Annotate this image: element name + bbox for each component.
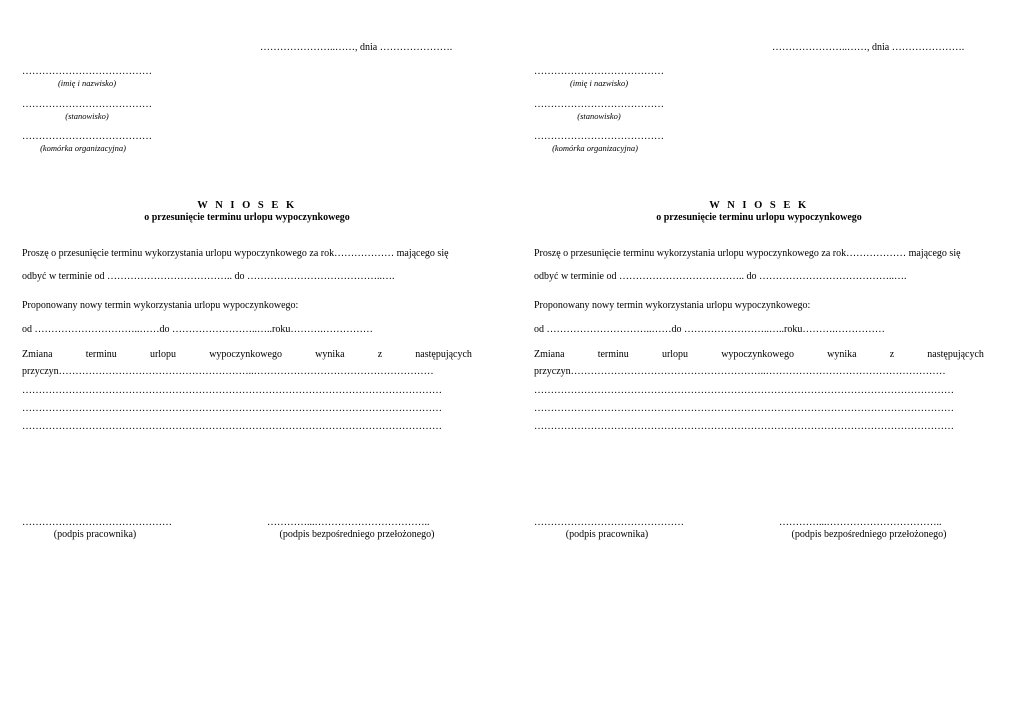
body-line-year: Proszę o przesunięcie terminu wykorzystania urlopu wypoczynkowego za rok……………… mającego się (534, 248, 961, 259)
supervisor-signature-dots: …………...…………………………….. (267, 517, 430, 528)
reason-word: wypoczynkowego (721, 349, 794, 360)
name-field-dots: ………………………………… (534, 66, 664, 77)
position-field-dots: ………………………………… (22, 99, 152, 110)
unit-field-caption: (komórka organizacyjna) (552, 143, 638, 153)
date-line: …………………..……, dnia …………………. (260, 42, 453, 53)
name-field-caption: (imię i nazwisko) (57, 78, 117, 88)
leave-request-form-right (534, 0, 994, 724)
reason-intro-row (534, 349, 984, 361)
employee-signature-dots: ……………………………………… (22, 517, 172, 528)
reason-line-3: ……………………………………………………………………………………………………………… (534, 403, 954, 414)
reason-word: wynika (827, 349, 857, 360)
unit-field-dots: ………………………………… (534, 131, 664, 142)
reason-word: terminu (85, 349, 117, 360)
reason-line-4: ……………………………………………………………………………………………………………… (534, 421, 954, 432)
reason-intro-row (22, 349, 472, 361)
body-line-year: Proszę o przesunięcie terminu wykorzystania urlopu wypoczynkowego za rok……………… mającego się (22, 248, 449, 259)
employee-signature-caption: (podpis pracownika) (53, 529, 137, 540)
reason-word: wynika (315, 349, 345, 360)
reason-word: urlopu (149, 349, 177, 360)
date-line: …………………..……, dnia …………………. (772, 42, 965, 53)
body-line-original-term: odbyć w terminie od ……………………………….. do …………………………………..…. (534, 271, 907, 282)
form-title: W N I O S E K (709, 200, 809, 211)
employee-signature-caption: (podpis pracownika) (565, 529, 649, 540)
body-line-proposed-term: od …………………………..……do ……………………..…..roku……….…………… (534, 324, 885, 335)
reason-word: Zmiana (22, 349, 53, 360)
leave-request-form-left (22, 0, 482, 724)
supervisor-signature-caption: (podpis bezpośredniego przełożonego) (791, 529, 947, 540)
body-line-proposed-heading: Proponowany nowy termin wykorzystania urlopu wypoczynkowego: (534, 300, 811, 311)
form-title: W N I O S E K (197, 200, 297, 211)
reason-word: terminu (597, 349, 629, 360)
reason-line-3: ……………………………………………………………………………………………………………… (22, 403, 442, 414)
position-field-caption: (stanowisko) (577, 111, 621, 121)
supervisor-signature-dots: …………...…………………………….. (779, 517, 942, 528)
reason-line-4: ……………………………………………………………………………………………………………… (22, 421, 442, 432)
unit-field-caption: (komórka organizacyjna) (40, 143, 126, 153)
name-field-caption: (imię i nazwisko) (569, 78, 629, 88)
body-line-proposed-heading: Proponowany nowy termin wykorzystania urlopu wypoczynkowego: (22, 300, 299, 311)
form-subtitle: o przesunięcie terminu urlopu wypoczynkowego (144, 212, 350, 223)
position-field-caption: (stanowisko) (65, 111, 109, 121)
position-field-dots: ………………………………… (534, 99, 664, 110)
reason-line-2: ……………………………………………………………………………………………………………… (534, 385, 954, 396)
reason-line-1: przyczyn…………………………………………………..……………………………………………… (534, 366, 946, 377)
reason-word: urlopu (661, 349, 689, 360)
reason-word: Zmiana (534, 349, 565, 360)
reason-word: wypoczynkowego (209, 349, 282, 360)
reason-line-1: przyczyn…………………………………………………..……………………………………………… (22, 366, 434, 377)
form-subtitle: o przesunięcie terminu urlopu wypoczynkowego (656, 212, 862, 223)
reason-word: z (889, 349, 895, 360)
reason-word: następujących (927, 349, 984, 360)
reason-line-2: ……………………………………………………………………………………………………………… (22, 385, 442, 396)
name-field-dots: ………………………………… (22, 66, 152, 77)
reason-word: następujących (415, 349, 472, 360)
body-line-proposed-term: od …………………………..……do ……………………..…..roku……….…………… (22, 324, 373, 335)
body-line-original-term: odbyć w terminie od ……………………………….. do …………………………………..…. (22, 271, 395, 282)
unit-field-dots: ………………………………… (22, 131, 152, 142)
reason-word: z (377, 349, 383, 360)
employee-signature-dots: ……………………………………… (534, 517, 684, 528)
supervisor-signature-caption: (podpis bezpośredniego przełożonego) (279, 529, 435, 540)
